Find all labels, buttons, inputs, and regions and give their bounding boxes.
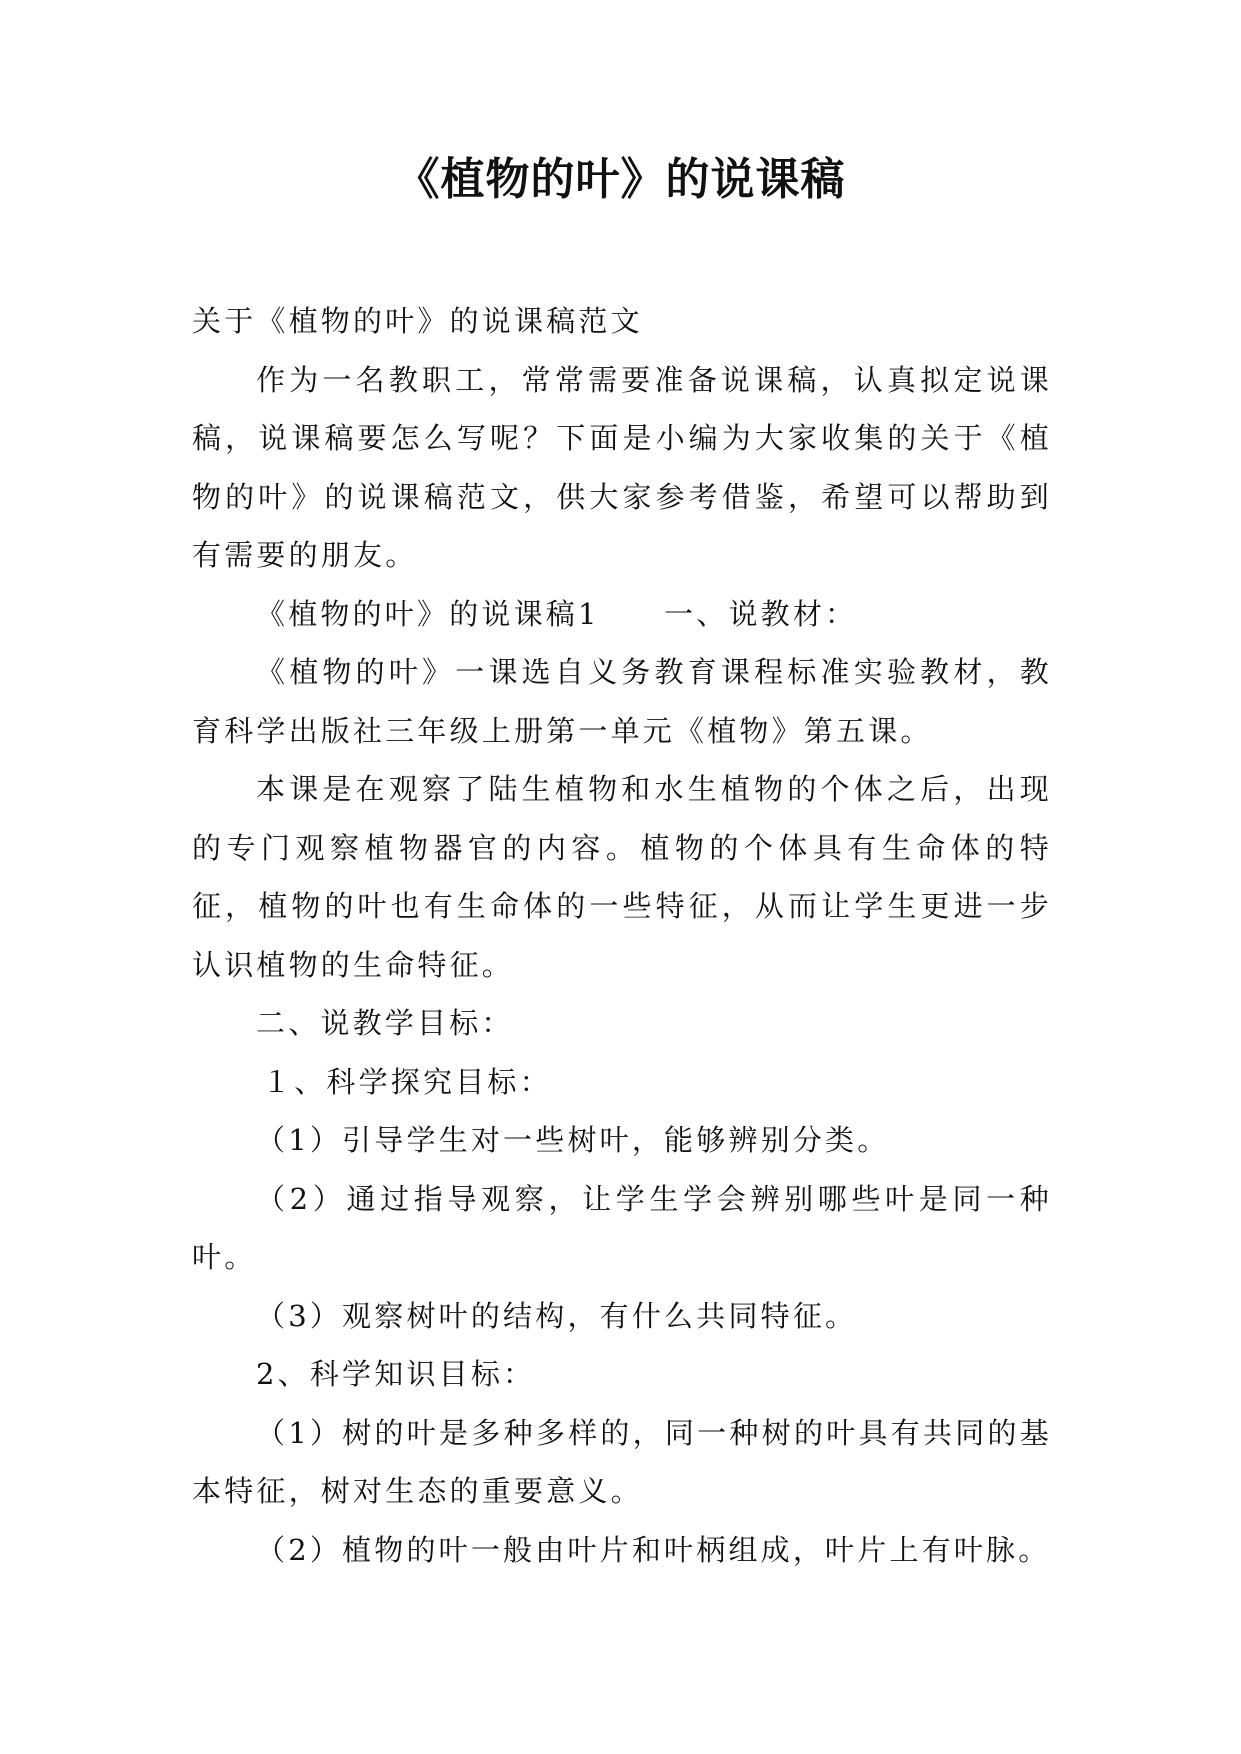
paragraph-knowledge-goal-1: （1）树的叶是多种多样的，同一种树的叶具有共同的基本特征，树对生态的重要意义。 xyxy=(192,1415,1052,1508)
paragraph-inquiry-goal-2: （2）通过指导观察，让学生学会辨别哪些叶是同一种叶。 xyxy=(192,1181,1052,1274)
paragraph-inquiry-goals-heading: １、科学探究目标： xyxy=(262,1064,552,1099)
paragraph-subtitle: 关于《植物的叶》的说课稿范文 xyxy=(192,304,643,338)
document-title: 《植物的叶》的说课稿 xyxy=(395,154,846,205)
paragraph-inquiry-goal-1: （1）引导学生对一些树叶，能够辨别分类。 xyxy=(256,1123,890,1157)
paragraph-intro: 作为一名教职工，常常需要准备说课稿，认真拟定说课稿，说课稿要怎么写呢？下面是小编为大家收集的关于《植物的叶》的说课稿范文，供大家参考借鉴，希望可以帮助到有需要的朋友。 xyxy=(192,362,1052,572)
document-body xyxy=(192,292,1052,1579)
paragraph-knowledge-goal-2: （2）植物的叶一般由叶片和叶柄组成，叶片上有叶脉。 xyxy=(256,1532,1051,1567)
paragraph-teaching-goals-heading: 二、说教学目标： xyxy=(256,1006,514,1040)
paragraph-lesson-overview: 本课是在观察了陆生植物和水生植物的个体之后，出现的专门观察植物器官的内容。植物的个体具有生命体的特征，植物的叶也有生命体的一些特征，从而让学生更进一步认识植物的生命特征。 xyxy=(192,772,1052,982)
paragraph-knowledge-goals-heading: 2、科学知识目标： xyxy=(256,1357,536,1391)
paragraph-textbook-source: 《植物的叶》一课选自义务教育课程标准实验教材，教育科学出版社三年级上册第一单元《植物》第五课。 xyxy=(192,655,1052,748)
paragraph-section-heading: 《植物的叶》的说课稿1 一、说教材： xyxy=(256,596,858,631)
paragraph-inquiry-goal-3: （3）观察树叶的结构，有什么共同特征。 xyxy=(256,1298,858,1333)
